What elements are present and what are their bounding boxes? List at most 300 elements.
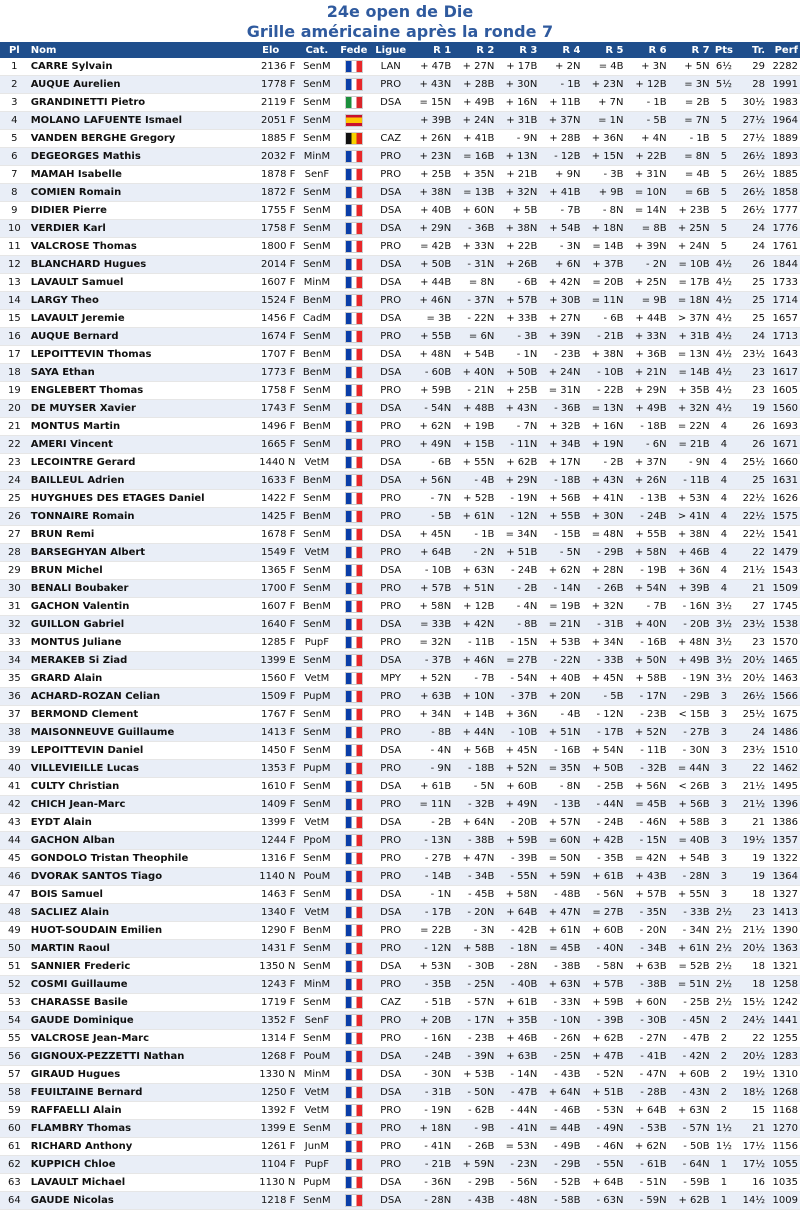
cell-pl: 60 (0, 1120, 29, 1138)
cell-r6: - 23B (626, 706, 669, 724)
cell-nom: BRUN Remi (29, 526, 244, 544)
cell-perf: 1009 (767, 1192, 800, 1210)
flag-icon (345, 1068, 363, 1081)
cell-r6: - 15N (626, 832, 669, 850)
cell-pl: 56 (0, 1048, 29, 1066)
cell-nom: GACHON Valentin (29, 598, 244, 616)
cell-pts: 2½ (712, 904, 737, 922)
cell-r5: + 64B (582, 1174, 625, 1192)
cell-pl: 20 (0, 400, 29, 418)
cell-r7: = 2B (669, 94, 712, 112)
flag-icon (345, 528, 363, 541)
cell-nom: COSMI Guillaume (29, 976, 244, 994)
cell-fede (336, 688, 371, 706)
cell-r1: + 26N (410, 130, 453, 148)
table-row (0, 490, 800, 508)
cell-elo: 1496 F (244, 418, 297, 436)
cell-r2: - 31N (453, 256, 496, 274)
cell-elo: 2119 F (244, 94, 297, 112)
cell-elo: 1610 F (244, 778, 297, 796)
cell-ligue: DSA (371, 1192, 410, 1210)
cell-r1: - 28N (410, 1192, 453, 1210)
cell-r6: + 55B (626, 526, 669, 544)
table-row (0, 1174, 800, 1192)
cell-r2: - 7B (453, 670, 496, 688)
cell-fede (336, 1066, 371, 1084)
cell-nom: SAYA Ethan (29, 364, 244, 382)
cell-tr: 24 (736, 328, 767, 346)
cell-tr: 19 (736, 400, 767, 418)
cell-pl: 19 (0, 382, 29, 400)
flag-icon (345, 672, 363, 685)
cell-elo: 1707 F (244, 346, 297, 364)
cell-r4: = 21N (539, 616, 582, 634)
cell-perf: 1889 (767, 130, 800, 148)
flag-icon (345, 1194, 363, 1207)
cell-pts: 2½ (712, 958, 737, 976)
cell-r6: + 26N (626, 472, 669, 490)
cell-perf: 1643 (767, 346, 800, 364)
cell-r3: + 16N (496, 94, 539, 112)
cell-r7: = 52B (669, 958, 712, 976)
cell-pts: 4 (712, 580, 737, 598)
cell-r4: + 55B (539, 508, 582, 526)
cell-r7: + 61N (669, 940, 712, 958)
cell-r2: - 11B (453, 634, 496, 652)
cell-r6: - 61B (626, 1156, 669, 1174)
table-row (0, 526, 800, 544)
cell-ligue: PRO (371, 922, 410, 940)
cell-r1: = 15N (410, 94, 453, 112)
cell-perf: 1657 (767, 310, 800, 328)
cell-elo: 2032 F (244, 148, 297, 166)
cell-r1: + 20B (410, 1012, 453, 1030)
table-row (0, 310, 800, 328)
cell-r3: - 1N (496, 346, 539, 364)
cell-r5: - 26B (582, 580, 625, 598)
cell-r2: - 36B (453, 220, 496, 238)
cell-pl: 46 (0, 868, 29, 886)
cell-r4: - 23B (539, 346, 582, 364)
cell-nom: DEGEORGES Mathis (29, 148, 244, 166)
flag-icon (345, 60, 363, 73)
cell-ligue: PRO (371, 1102, 410, 1120)
cell-nom: GONDOLO Tristan Theophile (29, 850, 244, 868)
flag-icon (345, 132, 363, 145)
cell-r2: = 16B (453, 148, 496, 166)
cell-r4: = 19B (539, 598, 582, 616)
cell-tr: 15½ (736, 994, 767, 1012)
cell-r7: + 24N (669, 238, 712, 256)
cell-r1: - 60B (410, 364, 453, 382)
cell-fede (336, 616, 371, 634)
cell-r3: = 53N (496, 1138, 539, 1156)
cell-elo: 1872 F (244, 184, 297, 202)
cell-r5: - 5B (582, 688, 625, 706)
cell-fede (336, 1120, 371, 1138)
table-row (0, 688, 800, 706)
flag-icon (345, 204, 363, 217)
cell-r5: + 51B (582, 1084, 625, 1102)
cell-r5: + 57B (582, 976, 625, 994)
cell-pl: 44 (0, 832, 29, 850)
cell-nom: MOLANO LAFUENTE Ismael (29, 112, 244, 130)
cell-r1: - 12N (410, 940, 453, 958)
cell-r4: + 63N (539, 976, 582, 994)
table-row (0, 58, 800, 76)
cell-ligue: PRO (371, 328, 410, 346)
cell-r6: + 50N (626, 652, 669, 670)
cell-r6: + 22B (626, 148, 669, 166)
cell-nom: BARSEGHYAN Albert (29, 544, 244, 562)
cell-nom: FEUILTAINE Bernard (29, 1084, 244, 1102)
cell-pl: 52 (0, 976, 29, 994)
flag-icon (345, 744, 363, 757)
cell-elo: 1549 F (244, 544, 297, 562)
cell-elo: 1422 F (244, 490, 297, 508)
cell-perf: 1776 (767, 220, 800, 238)
cell-r6: - 35N (626, 904, 669, 922)
table-row (0, 508, 800, 526)
cell-r1: - 31B (410, 1084, 453, 1102)
cell-nom: GRANDINETTI Pietro (29, 94, 244, 112)
cell-r7: + 31B (669, 328, 712, 346)
cell-r7: > 41N (669, 508, 712, 526)
cell-pts: 4 (712, 418, 737, 436)
cell-tr: 20½ (736, 940, 767, 958)
cell-perf: 1777 (767, 202, 800, 220)
cell-r4: + 42N (539, 274, 582, 292)
cell-r1: + 53N (410, 958, 453, 976)
cell-perf: 1733 (767, 274, 800, 292)
cell-r5: = 27B (582, 904, 625, 922)
cell-perf: 1055 (767, 1156, 800, 1174)
cell-r1: - 6B (410, 454, 453, 472)
cell-r1: + 44B (410, 274, 453, 292)
cell-r4: + 59N (539, 868, 582, 886)
cell-elo: 1365 F (244, 562, 297, 580)
header-r3: R 3 (496, 42, 539, 58)
cell-pl: 62 (0, 1156, 29, 1174)
cell-ligue: PRO (371, 544, 410, 562)
cell-tr: 22½ (736, 526, 767, 544)
cell-r2: + 64N (453, 814, 496, 832)
cell-r2: + 33N (453, 238, 496, 256)
cell-cat: SenM (297, 58, 336, 76)
cell-tr: 22 (736, 1030, 767, 1048)
cell-fede (336, 994, 371, 1012)
cell-cat: SenM (297, 328, 336, 346)
cell-ligue: PRO (371, 634, 410, 652)
cell-r2: - 18B (453, 760, 496, 778)
cell-nom: ENGLEBERT Thomas (29, 382, 244, 400)
cell-perf: 1396 (767, 796, 800, 814)
flag-icon (345, 690, 363, 703)
cell-r3: + 25B (496, 382, 539, 400)
cell-r5: = 4B (582, 58, 625, 76)
cell-r6: + 43B (626, 868, 669, 886)
cell-cat: BenM (297, 364, 336, 382)
cell-cat: MinM (297, 1066, 336, 1084)
flag-icon (345, 582, 363, 595)
cell-r4: + 64N (539, 1084, 582, 1102)
flag-icon (345, 978, 363, 991)
cell-cat: CadM (297, 310, 336, 328)
cell-fede (336, 310, 371, 328)
flag-icon (345, 1086, 363, 1099)
cell-pl: 36 (0, 688, 29, 706)
cell-r5: - 31B (582, 616, 625, 634)
cell-fede (336, 472, 371, 490)
cell-pl: 21 (0, 418, 29, 436)
cell-r1: + 34N (410, 706, 453, 724)
cell-ligue: DSA (371, 742, 410, 760)
cell-ligue: PRO (371, 976, 410, 994)
cell-r5: = 14B (582, 238, 625, 256)
cell-r6: + 64B (626, 1102, 669, 1120)
cell-pts: 3 (712, 760, 737, 778)
cell-r4: + 37N (539, 112, 582, 130)
cell-pl: 43 (0, 814, 29, 832)
cell-pts: 5 (712, 202, 737, 220)
cell-r4: - 29B (539, 1156, 582, 1174)
cell-elo: 1878 F (244, 166, 297, 184)
cell-ligue: PRO (371, 868, 410, 886)
cell-r1: - 10B (410, 562, 453, 580)
cell-r1: = 11N (410, 796, 453, 814)
cell-perf: 1714 (767, 292, 800, 310)
cell-r1: = 22B (410, 922, 453, 940)
cell-pl: 34 (0, 652, 29, 670)
cell-r1: - 7N (410, 490, 453, 508)
cell-cat: SenM (297, 796, 336, 814)
cell-r3: - 20B (496, 814, 539, 832)
cell-perf: 1693 (767, 418, 800, 436)
cell-r1: - 21B (410, 1156, 453, 1174)
cell-ligue: DSA (371, 526, 410, 544)
cell-r4: - 7B (539, 202, 582, 220)
cell-cat: SenM (297, 76, 336, 94)
cell-r7: = 22N (669, 418, 712, 436)
cell-ligue: PRO (371, 940, 410, 958)
cell-r2: + 60N (453, 202, 496, 220)
cell-r7: + 55N (669, 886, 712, 904)
flag-icon (345, 726, 363, 739)
cell-ligue: DSA (371, 202, 410, 220)
cell-r1: - 9N (410, 760, 453, 778)
cell-nom: LAVAULT Michael (29, 1174, 244, 1192)
cell-r3: + 43N (496, 400, 539, 418)
cell-pts: 2 (712, 1084, 737, 1102)
cell-fede (336, 274, 371, 292)
cell-tr: 23 (736, 382, 767, 400)
cell-ligue: DSA (371, 958, 410, 976)
cell-perf: 1964 (767, 112, 800, 130)
cell-pts: 3 (712, 850, 737, 868)
cell-r5: - 63N (582, 1192, 625, 1210)
cell-r5: - 8N (582, 202, 625, 220)
flag-icon (345, 294, 363, 307)
cell-ligue: PRO (371, 490, 410, 508)
cell-pl: 45 (0, 850, 29, 868)
cell-r7: > 37N (669, 310, 712, 328)
cell-r3: - 14N (496, 1066, 539, 1084)
cell-r1: = 42B (410, 238, 453, 256)
table-header-row (0, 42, 800, 58)
cell-r4: + 28B (539, 130, 582, 148)
cell-tr: 14½ (736, 1192, 767, 1210)
cell-perf: 1322 (767, 850, 800, 868)
cell-elo: 1268 F (244, 1048, 297, 1066)
cell-r1: - 2B (410, 814, 453, 832)
cell-r5: - 33B (582, 652, 625, 670)
cell-elo: 1885 F (244, 130, 297, 148)
cell-cat: BenM (297, 346, 336, 364)
cell-cat: SenM (297, 1030, 336, 1048)
flag-icon (345, 546, 363, 559)
cell-r4: = 31N (539, 382, 582, 400)
cell-r7: = 44N (669, 760, 712, 778)
cell-ligue: PRO (371, 832, 410, 850)
cell-pl: 39 (0, 742, 29, 760)
cell-r2: + 19B (453, 418, 496, 436)
flag-icon (345, 1050, 363, 1063)
cell-pl: 3 (0, 94, 29, 112)
cell-perf: 1495 (767, 778, 800, 796)
cell-elo: 1425 F (244, 508, 297, 526)
table-row (0, 436, 800, 454)
cell-r2: + 58B (453, 940, 496, 958)
cell-r3: + 30N (496, 76, 539, 94)
cell-ligue: PRO (371, 850, 410, 868)
cell-r7: + 54B (669, 850, 712, 868)
cell-perf: 1858 (767, 184, 800, 202)
cell-tr: 21½ (736, 778, 767, 796)
cell-tr: 24 (736, 220, 767, 238)
cell-perf: 1441 (767, 1012, 800, 1030)
cell-r6: + 52N (626, 724, 669, 742)
cell-ligue: DSA (371, 1048, 410, 1066)
cell-cat: SenM (297, 1192, 336, 1210)
cell-pts: 1½ (712, 1138, 737, 1156)
cell-elo: 1607 F (244, 598, 297, 616)
cell-r5: - 46N (582, 1138, 625, 1156)
cell-nom: AUQUE Bernard (29, 328, 244, 346)
cell-pl: 31 (0, 598, 29, 616)
cell-r3: + 21B (496, 166, 539, 184)
cell-ligue: DSA (371, 472, 410, 490)
cell-cat: MinM (297, 274, 336, 292)
cell-ligue: DSA (371, 652, 410, 670)
flag-icon (345, 888, 363, 901)
cell-pts: 2½ (712, 940, 737, 958)
cell-pl: 49 (0, 922, 29, 940)
cell-perf: 1255 (767, 1030, 800, 1048)
cell-r2: + 46N (453, 652, 496, 670)
cell-r6: + 4N (626, 130, 669, 148)
cell-r2: + 40N (453, 364, 496, 382)
cell-tr: 26½ (736, 166, 767, 184)
cell-cat: SenM (297, 130, 336, 148)
cell-tr: 23 (736, 634, 767, 652)
cell-r4: - 38B (539, 958, 582, 976)
cell-r3: + 57B (496, 292, 539, 310)
cell-fede (336, 1102, 371, 1120)
cell-r1: + 48N (410, 346, 453, 364)
cell-perf: 1626 (767, 490, 800, 508)
cell-r5: - 44N (582, 796, 625, 814)
cell-nom: DIDIER Pierre (29, 202, 244, 220)
table-row (0, 472, 800, 490)
cell-r3: = 34N (496, 526, 539, 544)
cell-r3: - 3B (496, 328, 539, 346)
flag-icon (345, 798, 363, 811)
cell-cat: SenM (297, 562, 336, 580)
cell-r7: + 56B (669, 796, 712, 814)
cell-pts: 4½ (712, 274, 737, 292)
cell-r4: - 46B (539, 1102, 582, 1120)
cell-cat: VetM (297, 454, 336, 472)
cell-perf: 1617 (767, 364, 800, 382)
cell-pts: 5 (712, 166, 737, 184)
cell-r4: - 52B (539, 1174, 582, 1192)
cell-tr: 24 (736, 724, 767, 742)
cell-pl: 26 (0, 508, 29, 526)
cell-r5: - 55N (582, 1156, 625, 1174)
cell-r2: + 41B (453, 130, 496, 148)
cell-pl: 40 (0, 760, 29, 778)
cell-tr: 20½ (736, 670, 767, 688)
cell-elo: 1456 F (244, 310, 297, 328)
cell-r6: - 24B (626, 508, 669, 526)
cell-fede (336, 778, 371, 796)
cell-nom: GUILLON Gabriel (29, 616, 244, 634)
cell-perf: 1283 (767, 1048, 800, 1066)
cell-nom: CARRE Sylvain (29, 58, 244, 76)
cell-r5: + 36N (582, 130, 625, 148)
cell-pl: 11 (0, 238, 29, 256)
cell-fede (336, 1012, 371, 1030)
cell-pts: 3 (712, 742, 737, 760)
flag-icon (345, 996, 363, 1009)
cell-pts: 1 (712, 1192, 737, 1210)
cell-r2: - 50N (453, 1084, 496, 1102)
cell-elo: 1633 F (244, 472, 297, 490)
cell-pts: 5 (712, 148, 737, 166)
cell-fede (336, 634, 371, 652)
cell-r3: - 8B (496, 616, 539, 634)
flag-icon (345, 816, 363, 829)
cell-pl: 61 (0, 1138, 29, 1156)
cell-nom: MONTUS Juliane (29, 634, 244, 652)
header-fede: Fede (336, 42, 371, 58)
cell-perf: 1605 (767, 382, 800, 400)
cell-perf: 1270 (767, 1120, 800, 1138)
cell-r6: - 53B (626, 1120, 669, 1138)
cell-ligue: PRO (371, 508, 410, 526)
cell-r2: - 2N (453, 544, 496, 562)
flag-icon (345, 348, 363, 361)
cell-r2: = 6N (453, 328, 496, 346)
cell-r2: + 27N (453, 58, 496, 76)
cell-r2: + 52B (453, 490, 496, 508)
table-row (0, 274, 800, 292)
cell-nom: ACHARD-ROZAN Celian (29, 688, 244, 706)
cell-r5: - 35B (582, 850, 625, 868)
cell-r1: + 57B (410, 580, 453, 598)
flag-icon (345, 1104, 363, 1117)
cell-r3: + 61B (496, 994, 539, 1012)
